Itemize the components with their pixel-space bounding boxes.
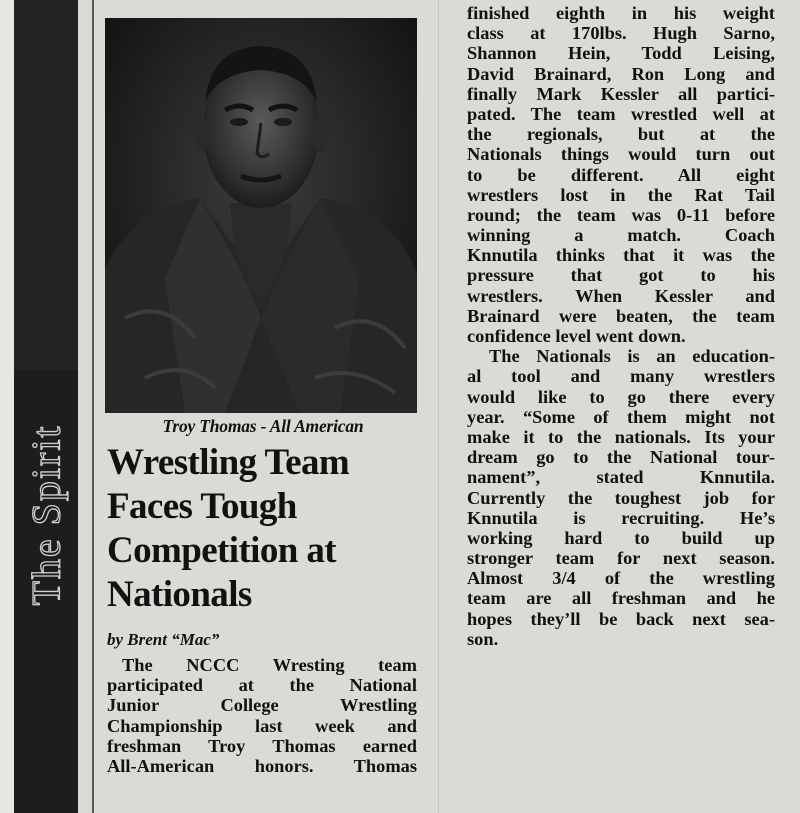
portrait-image [105,18,417,413]
text-line: finally Mark Kessler all partici- [467,83,775,104]
text-line: working hard to build up [467,527,775,548]
text-line: team are all freshman and he [467,588,775,609]
text-line: to be different. All eight [467,164,775,185]
text-line: finished eighth in his weight [467,3,775,23]
masthead-title: The Spirit [23,424,69,606]
text-line: round; the team was 0-11 before [467,204,775,225]
text-line: the regionals, but at the [467,124,775,145]
text-line: dream go to the National tour- [467,447,775,468]
masthead-band-upper [14,0,78,370]
headline-line: Nationals [107,574,252,615]
masthead-band [14,0,78,813]
text-line: winning a match. Coach [467,225,775,246]
text-line: would like to go there every [467,386,775,407]
text-line: hopes they’ll be back next sea- [467,608,775,629]
text-line: Nationals things would turn out [467,144,775,165]
article-headline [107,441,437,617]
text-line: wrestlers. When Kessler and [467,285,775,306]
text-line: nament”, stated Knnutila. [467,467,775,488]
text-line: Junior College Wrestling [107,695,417,716]
text-line: make it to the nationals. Its your [467,426,775,447]
text-line: year. “Some of them might not [467,406,775,427]
text-line: class at 170lbs. Hugh Sarno, [467,23,775,44]
headline-line: Competition at [107,530,336,571]
text-line: Championship last week and [107,715,417,736]
gutter-rule [438,0,439,813]
headline-line: Wrestling Team [107,442,350,483]
text-line: The Nationals is an education- [489,346,775,367]
text-line: All-American honors. Thomas [107,755,417,776]
photo-caption: Troy Thomas - All American [162,416,364,436]
text-line: Almost 3/4 of the wrestling [467,568,775,589]
text-line: pressure that got to his [467,265,775,286]
text-line: stronger team for next season. [467,548,775,569]
text-line: Brainard were beaten, the team [467,305,775,326]
text-line: al tool and many wrestlers [467,366,775,387]
headline-line: Faces Tough [107,486,297,527]
byline: by Brent “Mac” [107,630,220,649]
text-line: participated at the National [107,675,417,696]
text-line: Currently the toughest job for [467,487,775,508]
wrestler-photo [105,18,417,413]
text-line: The NCCC Wresting team [122,655,417,675]
text-line: Shannon Hein, Todd Leising, [467,43,775,64]
page-edge [0,0,14,813]
text-line: David Brainard, Ron Long and [467,63,775,84]
text-line: freshman Troy Thomas earned [107,735,417,756]
text-line: confidence level went down. [467,326,686,346]
text-line: pated. The team wrestled well at [467,103,775,124]
article-column-left [107,655,417,776]
text-line: Knnutila is recruiting. He’s [467,507,775,528]
text-line: Knnutila thinks that it was the [467,245,775,266]
article-column-right [467,3,775,649]
column-rule [92,0,94,813]
text-line: wrestlers lost in the Rat Tail [467,184,775,205]
text-line: son. [467,628,499,649]
